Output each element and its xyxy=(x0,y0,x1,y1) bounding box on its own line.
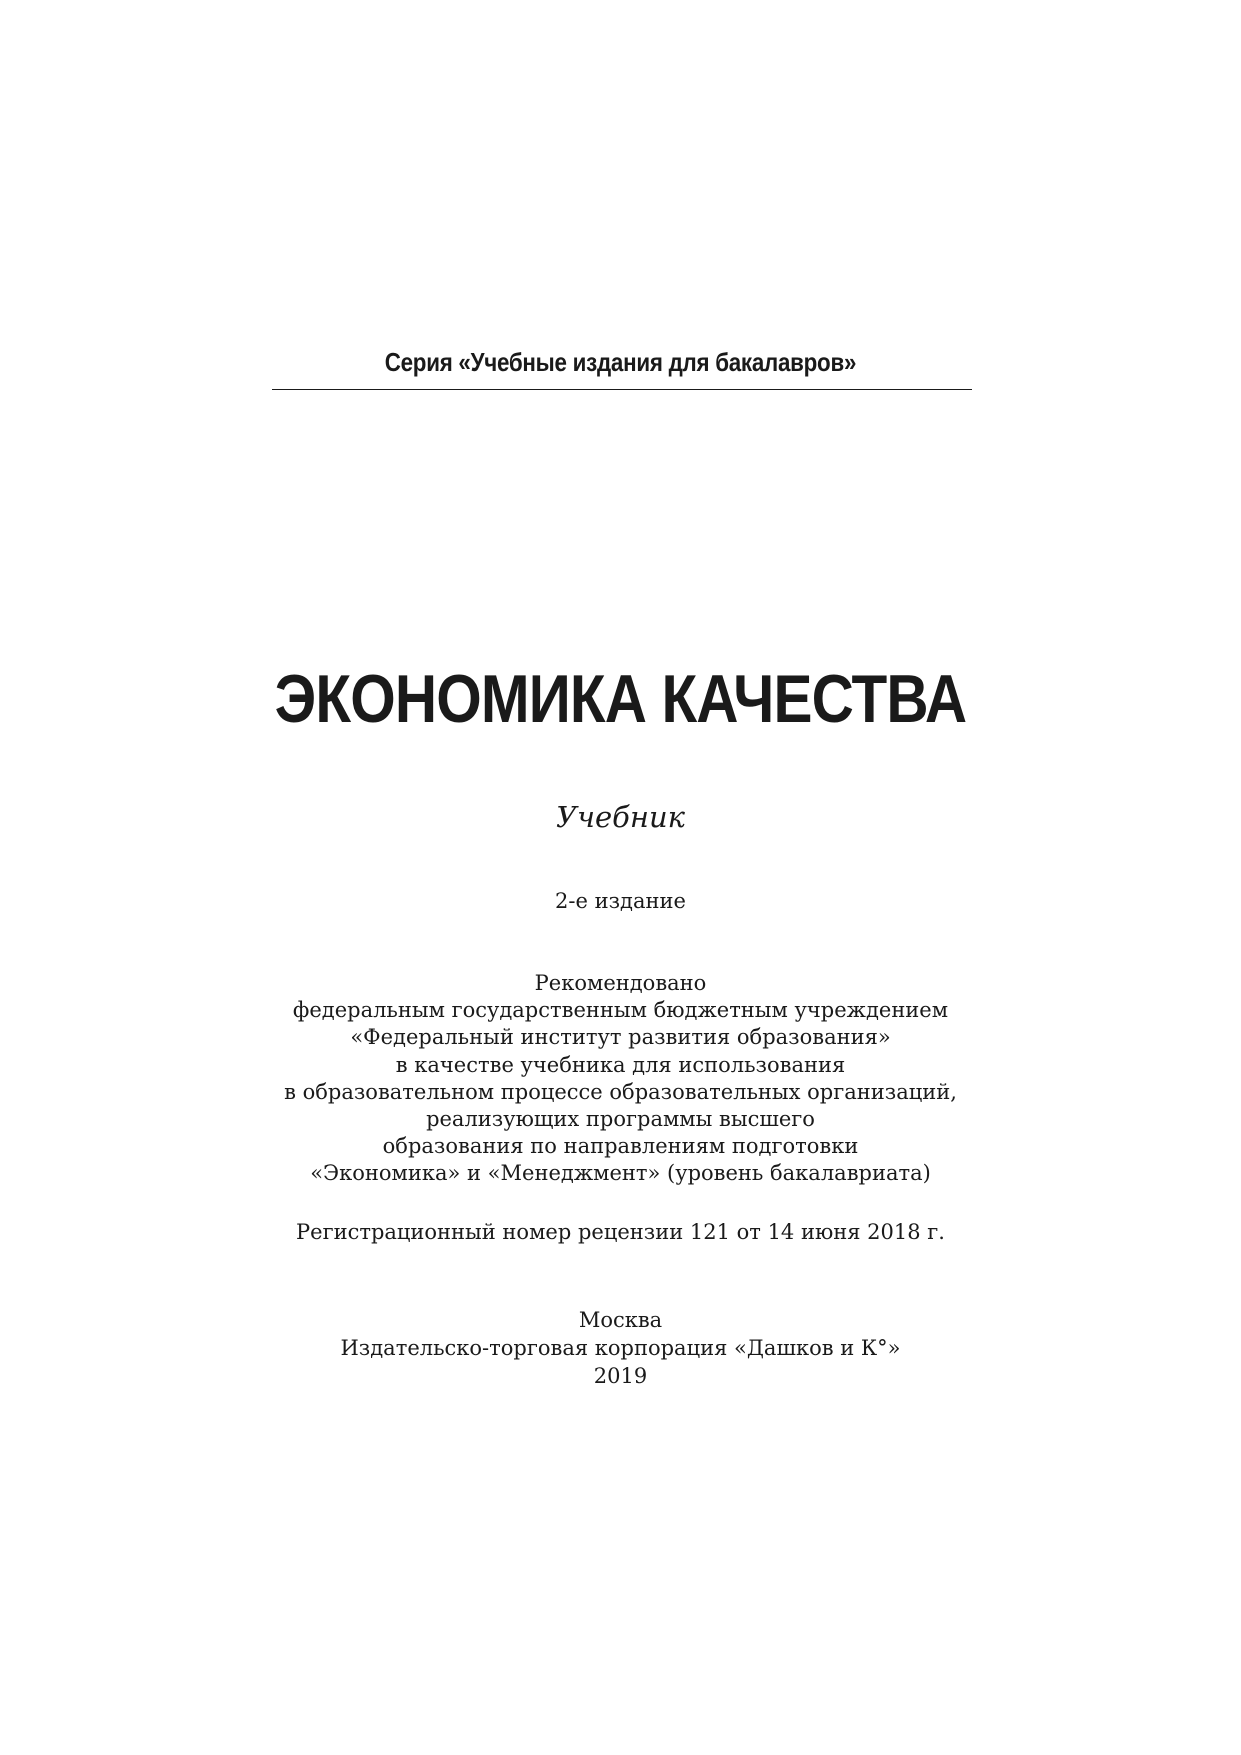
series-divider xyxy=(272,389,972,390)
imprint-block xyxy=(0,1306,1241,1390)
book-type: Учебник xyxy=(556,800,685,834)
recommendation-block xyxy=(0,970,1241,1188)
imprint-publisher: Издательско-торговая корпорация «Дашков и К°» xyxy=(340,1336,901,1360)
recommendation-line: федеральным государственным бюджетным учреждением xyxy=(292,998,949,1023)
recommendation-line: в образовательном процессе образовательных организаций, xyxy=(284,1079,957,1104)
recommendation-line: реализующих программы высшего xyxy=(426,1107,815,1132)
recommendation-line: «Экономика» и «Менеджмент» (уровень бакалавриата) xyxy=(310,1161,931,1186)
registration-number: Регистрационный номер рецензии 121 от 14 июня 2018 г. xyxy=(296,1220,945,1244)
recommendation-line: в качестве учебника для использования xyxy=(395,1052,846,1077)
imprint-city: Москва xyxy=(578,1308,663,1332)
book-title: ЭКОНОМИКА КАЧЕСТВА xyxy=(274,661,967,737)
recommendation-line: «Федеральный институт развития образования» xyxy=(350,1025,891,1050)
imprint-year: 2019 xyxy=(593,1364,648,1388)
recommendation-line: образования по направлениям подготовки xyxy=(382,1134,859,1159)
edition-label: 2-е издание xyxy=(555,889,686,913)
series-title: Серия «Учебные издания для бакалавров» xyxy=(384,347,857,377)
recommendation-line: Рекомендовано xyxy=(534,971,707,995)
